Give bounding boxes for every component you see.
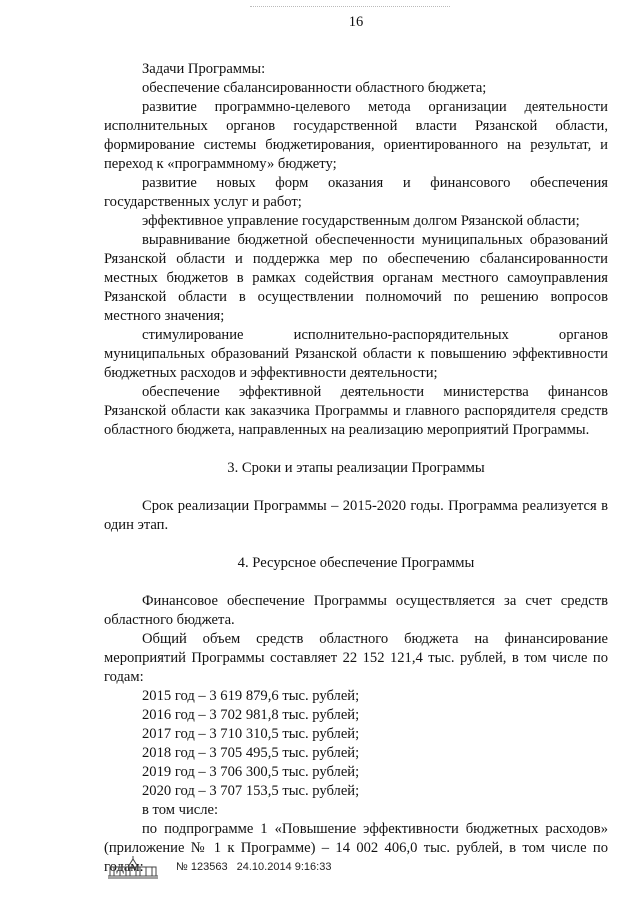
- scan-artifact: [250, 6, 450, 10]
- year-item: 2018 год – 3 705 495,5 тыс. рублей;: [142, 745, 360, 761]
- subprogram-paragraph: по подпрограмме 1 «Повышение эффективности бюджетных расходов» (приложение № 1 к Программе) – 14 002 406,0 тыс. рублей, в том числе по годам:: [104, 821, 608, 875]
- registration-stamp: [104, 854, 337, 880]
- year-item: 2015 год – 3 619 879,6 тыс. рублей;: [142, 688, 360, 704]
- page-number: 16: [348, 14, 364, 30]
- stamp-number: № 123563: [176, 861, 228, 873]
- tasks-title: Задачи Программы:: [142, 61, 266, 77]
- section-heading: 4. Ресурсное обеспечение Программы: [237, 555, 475, 571]
- years-list: [104, 687, 608, 801]
- section-paragraph: Финансовое обеспечение Программы осуществляется за счет средств областного бюджета.: [104, 593, 608, 628]
- section-paragraph: Срок реализации Программы – 2015-2020 годы. Программа реализуется в один этап.: [104, 498, 608, 533]
- year-item: 2020 год – 3 707 153,5 тыс. рублей;: [142, 783, 360, 799]
- year-item: 2019 год – 3 706 300,5 тыс. рублей;: [142, 764, 360, 780]
- section-heading: 3. Сроки и этапы реализации Программы: [227, 460, 485, 476]
- including-label: в том числе:: [142, 802, 219, 818]
- stamp-datetime: 24.10.2014 9:16:33: [236, 861, 332, 873]
- document-body: [104, 60, 608, 877]
- task-item: эффективное управление государственным долгом Рязанской области;: [142, 213, 580, 229]
- task-item: развитие новых форм оказания и финансового обеспечения государственных услуг и работ;: [104, 175, 608, 210]
- task-item: обеспечение сбалансированности областного бюджета;: [142, 80, 487, 96]
- task-item: выравнивание бюджетной обеспеченности муниципальных образований Рязанской области и поддержка мер по обеспечению сбалансированности местных бюджетов в рамках содействия органам местного самоуправления Рязанской области в осуществлении полномочий по решению вопросов местного значения;: [104, 232, 608, 324]
- building-logo-icon: [104, 854, 162, 880]
- task-item: стимулирование исполнительно-распорядительных органов муниципальных образований Рязанской области к повышению эффективности бюджетных расходов и эффективности деятельности;: [104, 327, 608, 381]
- task-item: обеспечение эффективной деятельности министерства финансов Рязанской области как заказчика Программы и главного распорядителя средств областного бюджета, направленных на реализацию мероприятий Программы.: [104, 384, 608, 438]
- year-item: 2017 год – 3 710 310,5 тыс. рублей;: [142, 726, 360, 742]
- section-paragraph: Общий объем средств областного бюджета на финансирование мероприятий Программы составляет 22 152 121,4 тыс. рублей, в том числе по годам:: [104, 631, 608, 685]
- task-item: развитие программно-целевого метода организации деятельности исполнительных органов государственной власти Рязанской области, формирование системы бюджетирования, ориентированного на результат, и переход к «программному» бюджету;: [104, 99, 608, 172]
- stamp-text: [176, 861, 337, 873]
- year-item: 2016 год – 3 702 981,8 тыс. рублей;: [142, 707, 360, 723]
